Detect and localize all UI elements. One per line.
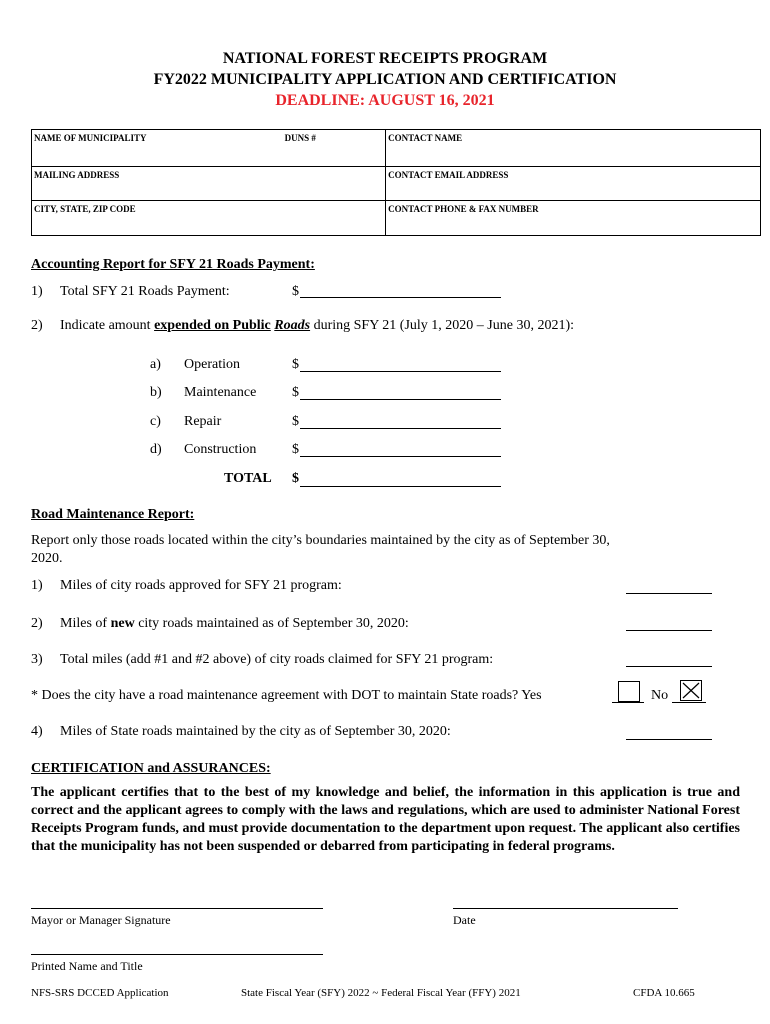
- subitem-letter: d): [150, 442, 162, 457]
- acct-item2-bold-italic: Roads: [274, 318, 311, 333]
- certification-body: The applicant certifies that to the best of my knowledge and belief, the information in this application is true and correct and the applicant agrees to comply with the laws and regulations, which are used to administer National Forest Receipts Program funds, and must provide documentation to the department upon request. The applicant also certifies that the municipality has not been suspended or debarred from participating in federal programs.: [31, 785, 740, 854]
- subitem-letter: a): [150, 357, 161, 372]
- total-payment-blank[interactable]: [300, 297, 501, 298]
- acct-item2-text: [60, 318, 574, 334]
- subitem-label-maintenance: Maintenance: [184, 385, 257, 400]
- subitem-label-construction: Construction: [184, 442, 257, 457]
- footer-right: CFDA 10.665: [633, 987, 695, 999]
- maintenance-blank[interactable]: [300, 399, 501, 400]
- subitem-label-operation: Operation: [184, 357, 240, 372]
- acct-item2-pre: Indicate amount: [60, 318, 151, 333]
- state-miles-blank[interactable]: [626, 739, 712, 740]
- road-item1-label: Miles of city roads approved for SFY 21 program:: [60, 578, 342, 593]
- dollar-sign: $: [292, 357, 299, 372]
- footer-left: NFS-SRS DCCED Application: [31, 987, 169, 999]
- date-label: Date: [453, 913, 476, 927]
- subitem-label-repair: Repair: [184, 414, 222, 429]
- dollar-sign: $: [292, 442, 299, 457]
- applicant-info-table: [31, 129, 761, 236]
- road-item2-pre: Miles of: [60, 616, 108, 631]
- contact-name-field[interactable]: [386, 130, 761, 167]
- road-item2-number: 2): [31, 616, 43, 631]
- road-item3-label: Total miles (add #1 and #2 above) of city roads claimed for SFY 21 program:: [60, 652, 494, 667]
- duns-field[interactable]: [283, 130, 386, 167]
- title-application: FY2022 MUNICIPALITY APPLICATION AND CERTIFICATION: [153, 71, 617, 88]
- municipality-name-field[interactable]: [32, 130, 283, 167]
- yes-underline: [612, 702, 644, 703]
- dot-agreement-question: * Does the city have a road maintenance agreement with DOT to maintain State roads? Yes: [31, 688, 542, 703]
- acct-item1-label: Total SFY 21 Roads Payment:: [60, 284, 230, 299]
- road-item2-post: city roads maintained as of September 30, 2020:: [138, 616, 409, 631]
- total-label: TOTAL: [224, 471, 272, 486]
- total-miles-blank[interactable]: [626, 666, 712, 667]
- no-label: No: [651, 688, 669, 703]
- signature-label: Mayor or Manager Signature: [31, 913, 171, 927]
- road-intro-line2: 2020.: [31, 551, 63, 566]
- contact-phone-field[interactable]: [386, 201, 761, 236]
- contact-email-label: CONTACT EMAIL ADDRESS: [388, 170, 509, 180]
- title-program: NATIONAL FOREST RECEIPTS PROGRAM: [222, 50, 548, 67]
- footer-center: State Fiscal Year (SFY) 2022 ~ Federal Fiscal Year (FFY) 2021: [241, 987, 521, 999]
- printed-name-label: Printed Name and Title: [31, 959, 143, 973]
- signature-line[interactable]: [31, 908, 323, 909]
- miles-new-blank[interactable]: [626, 630, 712, 631]
- operation-blank[interactable]: [300, 371, 501, 372]
- checkmark-x-icon: [681, 681, 701, 700]
- contact-email-field[interactable]: [386, 167, 761, 201]
- contact-name-label: CONTACT NAME: [388, 133, 463, 143]
- printed-name-line[interactable]: [31, 954, 323, 955]
- mailing-address-field[interactable]: [32, 167, 386, 201]
- city-state-zip-label: CITY, STATE, ZIP CODE: [34, 204, 136, 214]
- yes-checkbox[interactable]: [618, 681, 640, 702]
- acct-item2-post: during SFY 21 (July 1, 2020 – June 30, 2021):: [313, 318, 575, 333]
- acct-item1-number: 1): [31, 284, 43, 299]
- contact-phone-label: CONTACT PHONE & FAX NUMBER: [388, 204, 539, 214]
- road-item1-number: 1): [31, 578, 43, 593]
- city-state-zip-field[interactable]: [32, 201, 386, 236]
- total-blank[interactable]: [300, 486, 501, 487]
- construction-blank[interactable]: [300, 456, 501, 457]
- road-item2-bold: new: [110, 616, 135, 631]
- mailing-address-label: MAILING ADDRESS: [34, 170, 120, 180]
- no-underline: [672, 702, 706, 703]
- acct-item2-number: 2): [31, 318, 43, 333]
- acct-item2-bold: expended on Public: [154, 318, 271, 333]
- dollar-sign: $: [292, 385, 299, 400]
- road-item2-text: [60, 616, 409, 632]
- subitem-letter: c): [150, 414, 161, 429]
- road-item4-number: 4): [31, 724, 43, 739]
- date-line[interactable]: [453, 908, 678, 909]
- road-item4-label: Miles of State roads maintained by the city as of September 30, 2020:: [60, 724, 451, 739]
- repair-blank[interactable]: [300, 428, 501, 429]
- road-item3-number: 3): [31, 652, 43, 667]
- dollar-sign: $: [292, 284, 299, 299]
- no-checkbox[interactable]: [680, 680, 702, 701]
- road-intro-line1: Report only those roads located within the city’s boundaries maintained by the city as of September 30,: [31, 533, 610, 548]
- accounting-heading: Accounting Report for SFY 21 Roads Payment:: [31, 257, 315, 272]
- duns-label: DUNS #: [284, 133, 316, 143]
- dollar-sign: $: [292, 414, 299, 429]
- subitem-letter: b): [150, 385, 162, 400]
- dollar-sign: $: [292, 471, 299, 486]
- miles-approved-blank[interactable]: [626, 593, 712, 594]
- road-maintenance-heading: Road Maintenance Report:: [31, 507, 195, 522]
- certification-heading: CERTIFICATION and ASSURANCES:: [31, 761, 271, 776]
- municipality-label: NAME OF MUNICIPALITY: [34, 133, 147, 143]
- deadline: DEADLINE: AUGUST 16, 2021: [275, 92, 495, 109]
